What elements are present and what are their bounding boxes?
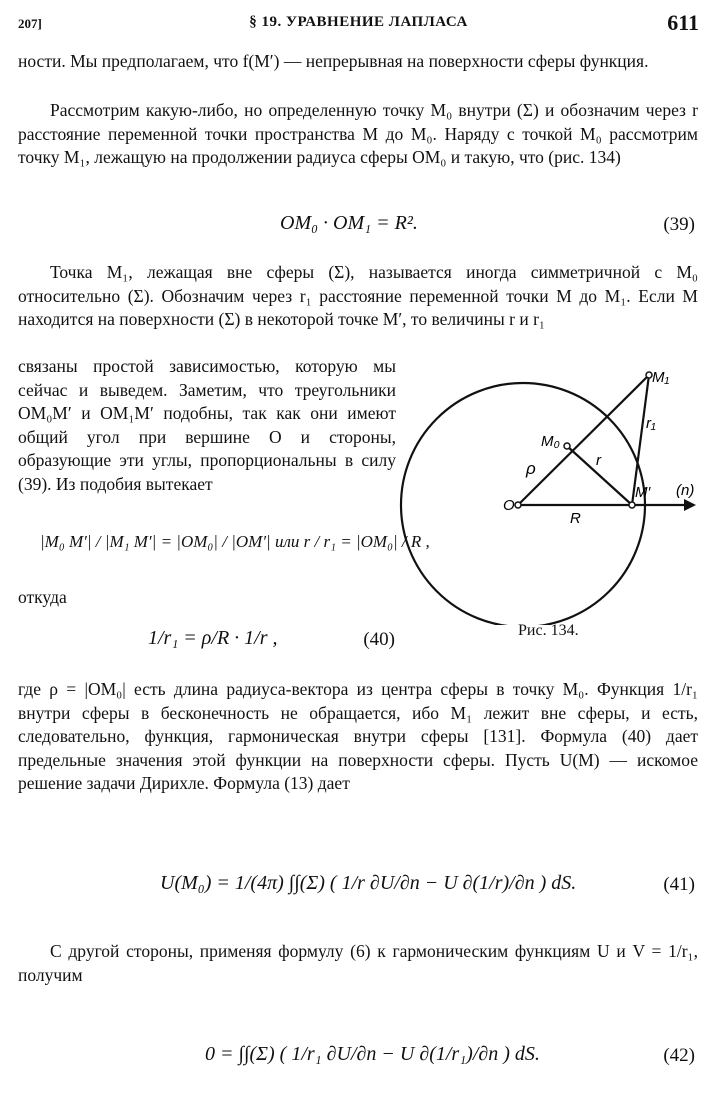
paragraph-3-narrow-text: связаны простой зависимостью, которую мы сейчас и выведем. Заметим, что треугольники OM₀M′ и OM₁M′ подобны, так как они имеют общий угол при вершине O и стороны, образующие эти углы, пропорциональны в силу (39). Из подобия вытекает: [18, 356, 396, 494]
paragraph-3: [18, 261, 698, 332]
label-n: (n): [676, 482, 695, 499]
label-O: O: [503, 497, 515, 514]
equation-39: OM₀ · OM₁ = R².: [280, 212, 418, 234]
equation-39-number: (39): [663, 214, 695, 235]
point-Mprime: [629, 502, 635, 508]
page-header: [18, 10, 699, 38]
label-M1: M₁: [652, 369, 670, 386]
figure-134: [398, 360, 708, 625]
point-O: [515, 502, 521, 508]
label-r: r: [596, 452, 601, 469]
otkuda-text: откуда: [18, 587, 67, 607]
equation-42-number: (42): [663, 1045, 695, 1066]
paragraph-4: [18, 678, 698, 796]
point-M0: [564, 443, 570, 449]
paragraph-4-text: где ρ = |OM₀| есть длина радиуса-вектора из центра сферы в точку M₀. Функция 1/r₁ внутри сферы в бесконечность не обращается, ибо M₁ лежит вне сферы, и есть, следовательно, функция, гармоническая внутри сферы [131]. Формула (40) дает предельные значения этой функции на поверхности сферы. Пусть U(M) — искомое решение задачи Дирихле. Формула (13) дает: [18, 679, 698, 793]
label-R: R: [570, 510, 581, 527]
equation-40: 1/r₁ = ρ/R · 1/r ,: [148, 627, 278, 649]
figure-caption: Рис. 134.: [518, 622, 579, 639]
label-rho: ρ: [526, 459, 536, 478]
paragraph-1: [18, 50, 698, 74]
ratio-equation: |M₀ M′| / |M₁ M′| = |OM₀| / |OM′| или r / r₁ = |OM₀| / R ,: [40, 532, 430, 551]
header-section-ref: 207]: [18, 16, 42, 31]
page-number: 611: [667, 10, 699, 35]
paragraph-1-text: ности. Мы предполагаем, что f(M′) — непрерывная на поверхности сферы функция.: [18, 51, 649, 71]
paragraph-3-narrow: [18, 355, 396, 496]
paragraph-2-text: Рассмотрим какую-либо, но определенную точку M₀ внутри (Σ) и обозначим через r расстояние переменной точки пространства M до M₀. Наряду с точкой M₀ рассмотрим точку M₁, лежащую на продолжении радиуса сферы OM₀ и такую, что (рис. 134): [18, 100, 698, 167]
normal-arrow-head: [684, 499, 696, 511]
paragraph-5-text: С другой стороны, применяя формулу (6) к гармоническим функциям U и V = 1/r₁, получим: [18, 941, 698, 985]
equation-41: U(M₀) = 1/(4π) ∫∫(Σ) ( 1/r ∂U/∂n − U ∂(1/r)/∂n ) dS.: [160, 872, 577, 894]
line-O-M1: [518, 375, 649, 505]
equation-41-number: (41): [663, 874, 695, 895]
equation-40-number: (40): [363, 629, 395, 650]
label-Mprime: M′: [635, 484, 651, 501]
otkuda-line: [18, 586, 396, 610]
paragraph-5: [18, 940, 698, 987]
paragraph-2: [18, 99, 698, 170]
header-title: § 19. УРАВНЕНИЕ ЛАПЛАСА: [249, 14, 468, 30]
paragraph-3-text: Точка M₁, лежащая вне сферы (Σ), называется иногда симметричной с M₀ относительно (Σ). Обозначим через r₁ расстояние переменной точки M до M₁. Если M находится на поверхности (Σ) в некоторой точке M′, то величины r и r₁: [18, 262, 698, 329]
label-r1: r₁: [646, 415, 656, 432]
label-M0: M₀: [541, 433, 560, 450]
equation-42: 0 = ∫∫(Σ) ( 1/r₁ ∂U/∂n − U ∂(1/r₁)/∂n ) dS.: [205, 1043, 540, 1065]
